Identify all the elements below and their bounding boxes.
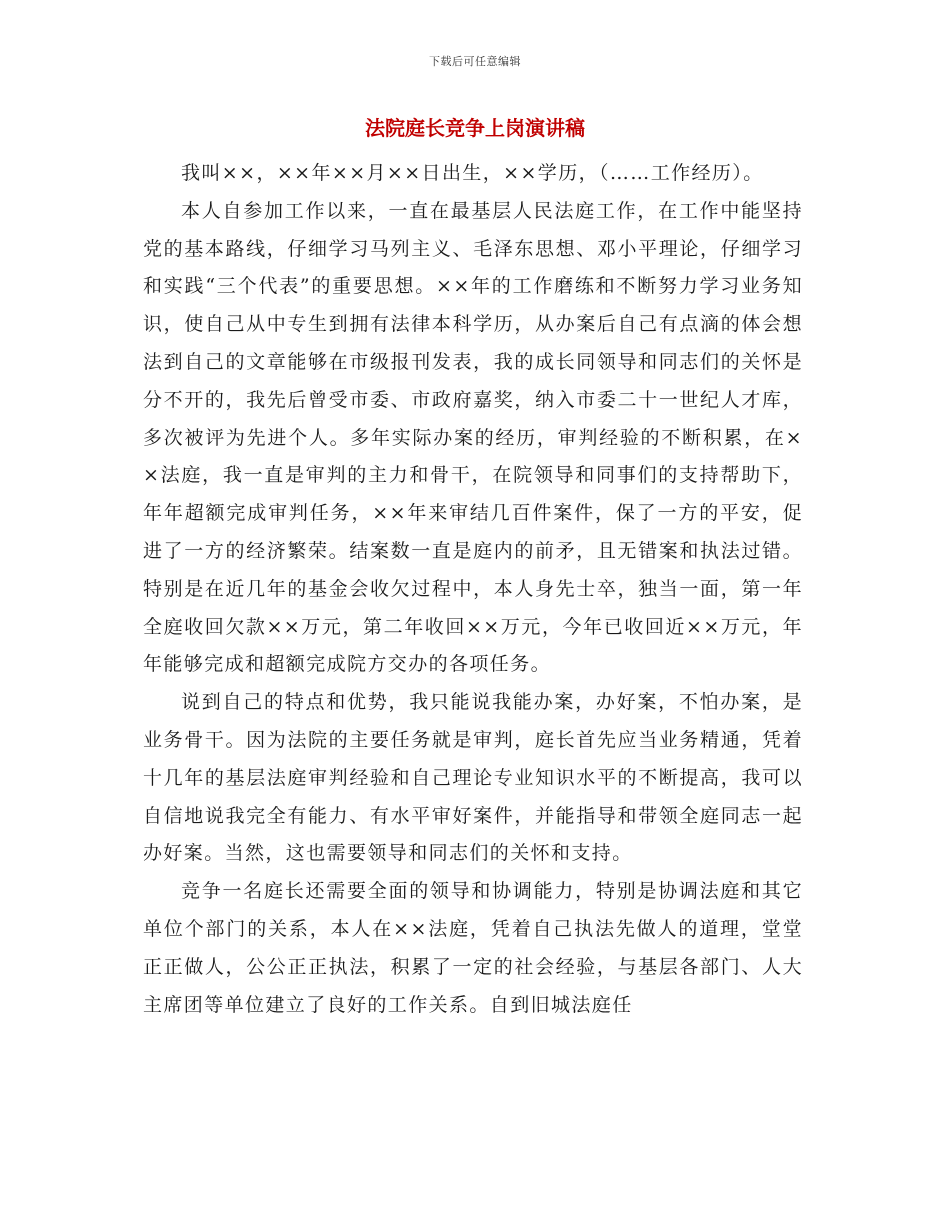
document-title: 法院庭长竞争上岗演讲稿 — [365, 116, 585, 140]
paragraph-strengths: 说到自己的特点和优势，我只能说我能办案，办好案，不怕办案，是业务骨干。因为法院的主要任务就是审判，庭长首先应当业务精通，凭着十几年的基层法庭审判经验和自己理论专业知识水平的不断提高，我可以自信地说我完全有能力、有水平审好案件，并能指导和带领全庭同志一起办好案。当然，这也需要领导和同志们的关怀和支持。 — [143, 691, 803, 865]
paragraph-intro: 我叫××，××年××月××日出生，××学历，（……工作经历）。 — [181, 162, 764, 184]
page-header-note: 下载后可任意编辑 — [429, 55, 521, 68]
document-body — [143, 155, 803, 1024]
paragraph-work-experience: 本人自参加工作以来，一直在最基层人民法庭工作，在工作中能坚持党的基本路线，仔细学习马列主义、毛泽东思想、邓小平理论，仔细学习和实践“三个代表”的重要思想。××年的工作磨练和不断努力学习业务知识，使自己从中专生到拥有法律本科学历，从办案后自己有点滴的体会想法到自己的文章能够在市级报刊发表，我的成长同领导和同志们的关怀是分不开的，我先后曾受市委、市政府嘉奖，纳入市委二十一世纪人才库，多次被评为先进个人。多年实际办案的经历，审判经验的不断积累，在××法庭，我一直是审判的主力和骨干，在院领导和同事们的支持帮助下，年年超额完成审判任务，××年来审结几百件案件，保了一方的平安，促进了一方的经济繁荣。结案数一直是庭内的前矛，且无错案和执法过错。特别是在近几年的基金会收欠过程中，本人身先士卒，独当一面，第一年全庭收回欠款××万元，第二年收回××万元，今年已收回近××万元，年年能够完成和超额完成院方交办的各项任务。 — [143, 199, 803, 676]
paragraph-leadership: 竞争一名庭长还需要全面的领导和协调能力，特别是协调法庭和其它单位个部门的关系，本人在××法庭，凭着自己执法先做人的道理，堂堂正正做人，公公正正执法，积累了一定的社会经验，与基层各部门、人大主席团等单位建立了良好的工作关系。自到旧城法庭任 — [143, 880, 803, 1016]
